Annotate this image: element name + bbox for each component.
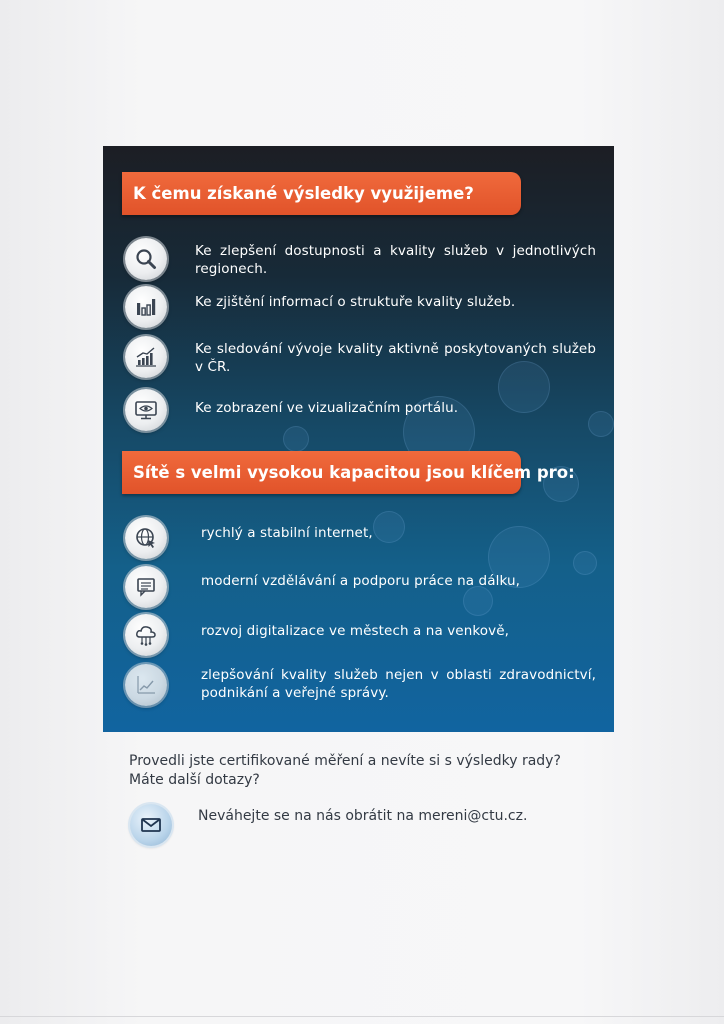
info-panel xyxy=(103,146,614,732)
trend-line-icon xyxy=(125,664,167,706)
magnifier-icon xyxy=(125,238,167,280)
list-item xyxy=(125,517,596,561)
item-text: rychlý a stabilní internet, xyxy=(201,525,373,541)
section1-heading: K čemu získané výsledky využijeme? xyxy=(122,172,521,215)
monitor-eye-icon xyxy=(125,389,167,431)
list-item xyxy=(125,389,596,433)
list-item xyxy=(125,286,596,330)
list-item xyxy=(125,238,596,282)
envelope-icon xyxy=(130,804,172,846)
globe-cursor-icon xyxy=(125,517,167,559)
growth-chart-icon xyxy=(125,336,167,378)
list-item xyxy=(125,614,596,658)
item-text: Ke zobrazení ve vizualizačním portálu. xyxy=(195,400,459,416)
footer-question: Provedli jste certifikované měření a nevíte si s výsledky rady? Máte další dotazy? xyxy=(129,753,561,788)
contact-row xyxy=(130,804,600,846)
cloud-network-icon xyxy=(125,614,167,656)
bar-chart-icon xyxy=(125,286,167,328)
contact-text: Neváhejte se na nás obrátit na mereni@ctu.cz. xyxy=(198,808,528,824)
item-text: rozvoj digitalizace ve městech a na venkově, xyxy=(201,623,510,639)
section2-heading: Sítě s velmi vysokou kapacitou jsou klíčem pro: xyxy=(122,451,521,494)
list-item xyxy=(125,336,596,380)
item-text: moderní vzdělávání a podporu práce na dálku, xyxy=(201,573,520,589)
chat-board-icon xyxy=(125,566,167,608)
item-text: Ke zjištění informací o struktuře kvality služeb. xyxy=(195,294,516,310)
list-item xyxy=(125,566,596,610)
page-edge xyxy=(0,1016,724,1017)
list-item xyxy=(125,664,596,708)
item-text: Ke sledování vývoje kvality aktivně poskytovaných služeb v ČR. xyxy=(195,341,596,375)
item-text: zlepšování kvality služeb nejen v oblasti zdravodnictví, podnikání a veřejné správy. xyxy=(201,667,596,701)
item-text: Ke zlepšení dostupnosti a kvality služeb v jednotlivých regionech. xyxy=(195,243,596,277)
